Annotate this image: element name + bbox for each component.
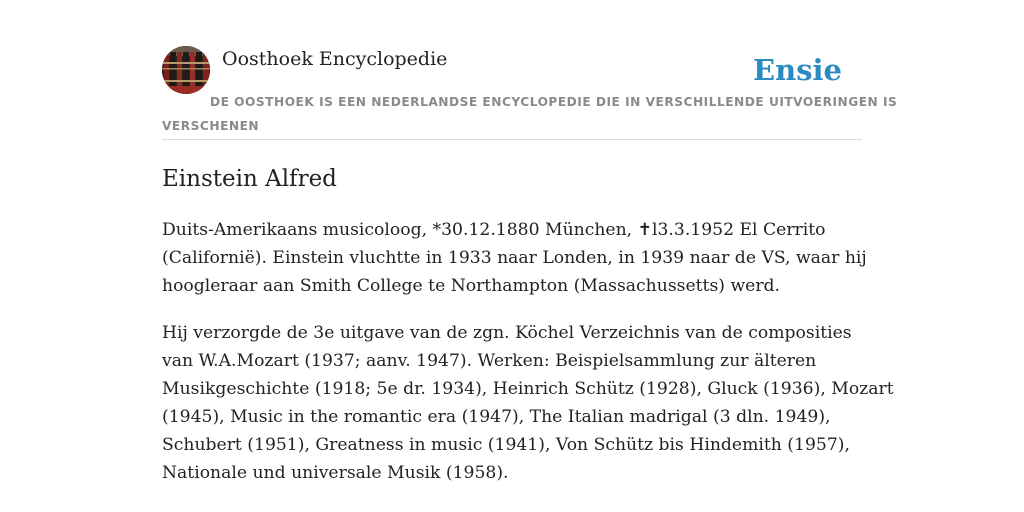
text-line: Musikgeschichte (1918; 5e dr. 1934), Heinrich Schütz (1928), Gluck (1936), Mozart [162,379,894,399]
text-line: (1945), Music in the romantic era (1947), The Italian madrigal (3 dln. 1949), [162,407,831,427]
site-tagline [162,90,898,138]
brand-logo[interactable]: Ensie [753,53,842,87]
site-header [162,46,898,140]
article-paragraph-1 [162,216,872,300]
text-line: hoogleraar aan Smith College te Northampton (Massachussetts) werd. [162,276,781,296]
tagline-line-2: VERSCHENEN [162,119,260,133]
text-line: Schubert (1951), Greatness in music (1941), Von Schütz bis Hindemith (1957), [162,435,850,455]
text-line: (Californië). Einstein vluchtte in 1933 naar Londen, in 1939 naar de VS, waar hij [162,248,867,268]
article [162,162,894,487]
tagline-line-1: DE OOSTHOEK IS EEN NEDERLANDSE ENCYCLOPEDIE DIE IN VERSCHILLENDE UITVOERINGEN IS [210,95,898,109]
article-title: Einstein Alfred [162,166,337,192]
book-spines-icon [162,46,210,94]
text-line: Hij verzorgde de 3e uitgave van de zgn. Köchel Verzeichnis van de composities [162,323,852,343]
text-line: Nationale und universale Musik (1958). [162,463,509,483]
text-line: Duits-Amerikaans musicoloog, *30.12.1880 München, ✝l3.3.1952 El Cerrito [162,220,826,240]
site-logo-avatar[interactable] [162,46,210,94]
site-name[interactable]: Oosthoek Encyclopedie [222,48,448,70]
text-line: van W.A.Mozart (1937; aanv. 1947). Werken: Beispielsammlung zur älteren [162,351,817,371]
article-paragraph-2 [162,319,894,487]
